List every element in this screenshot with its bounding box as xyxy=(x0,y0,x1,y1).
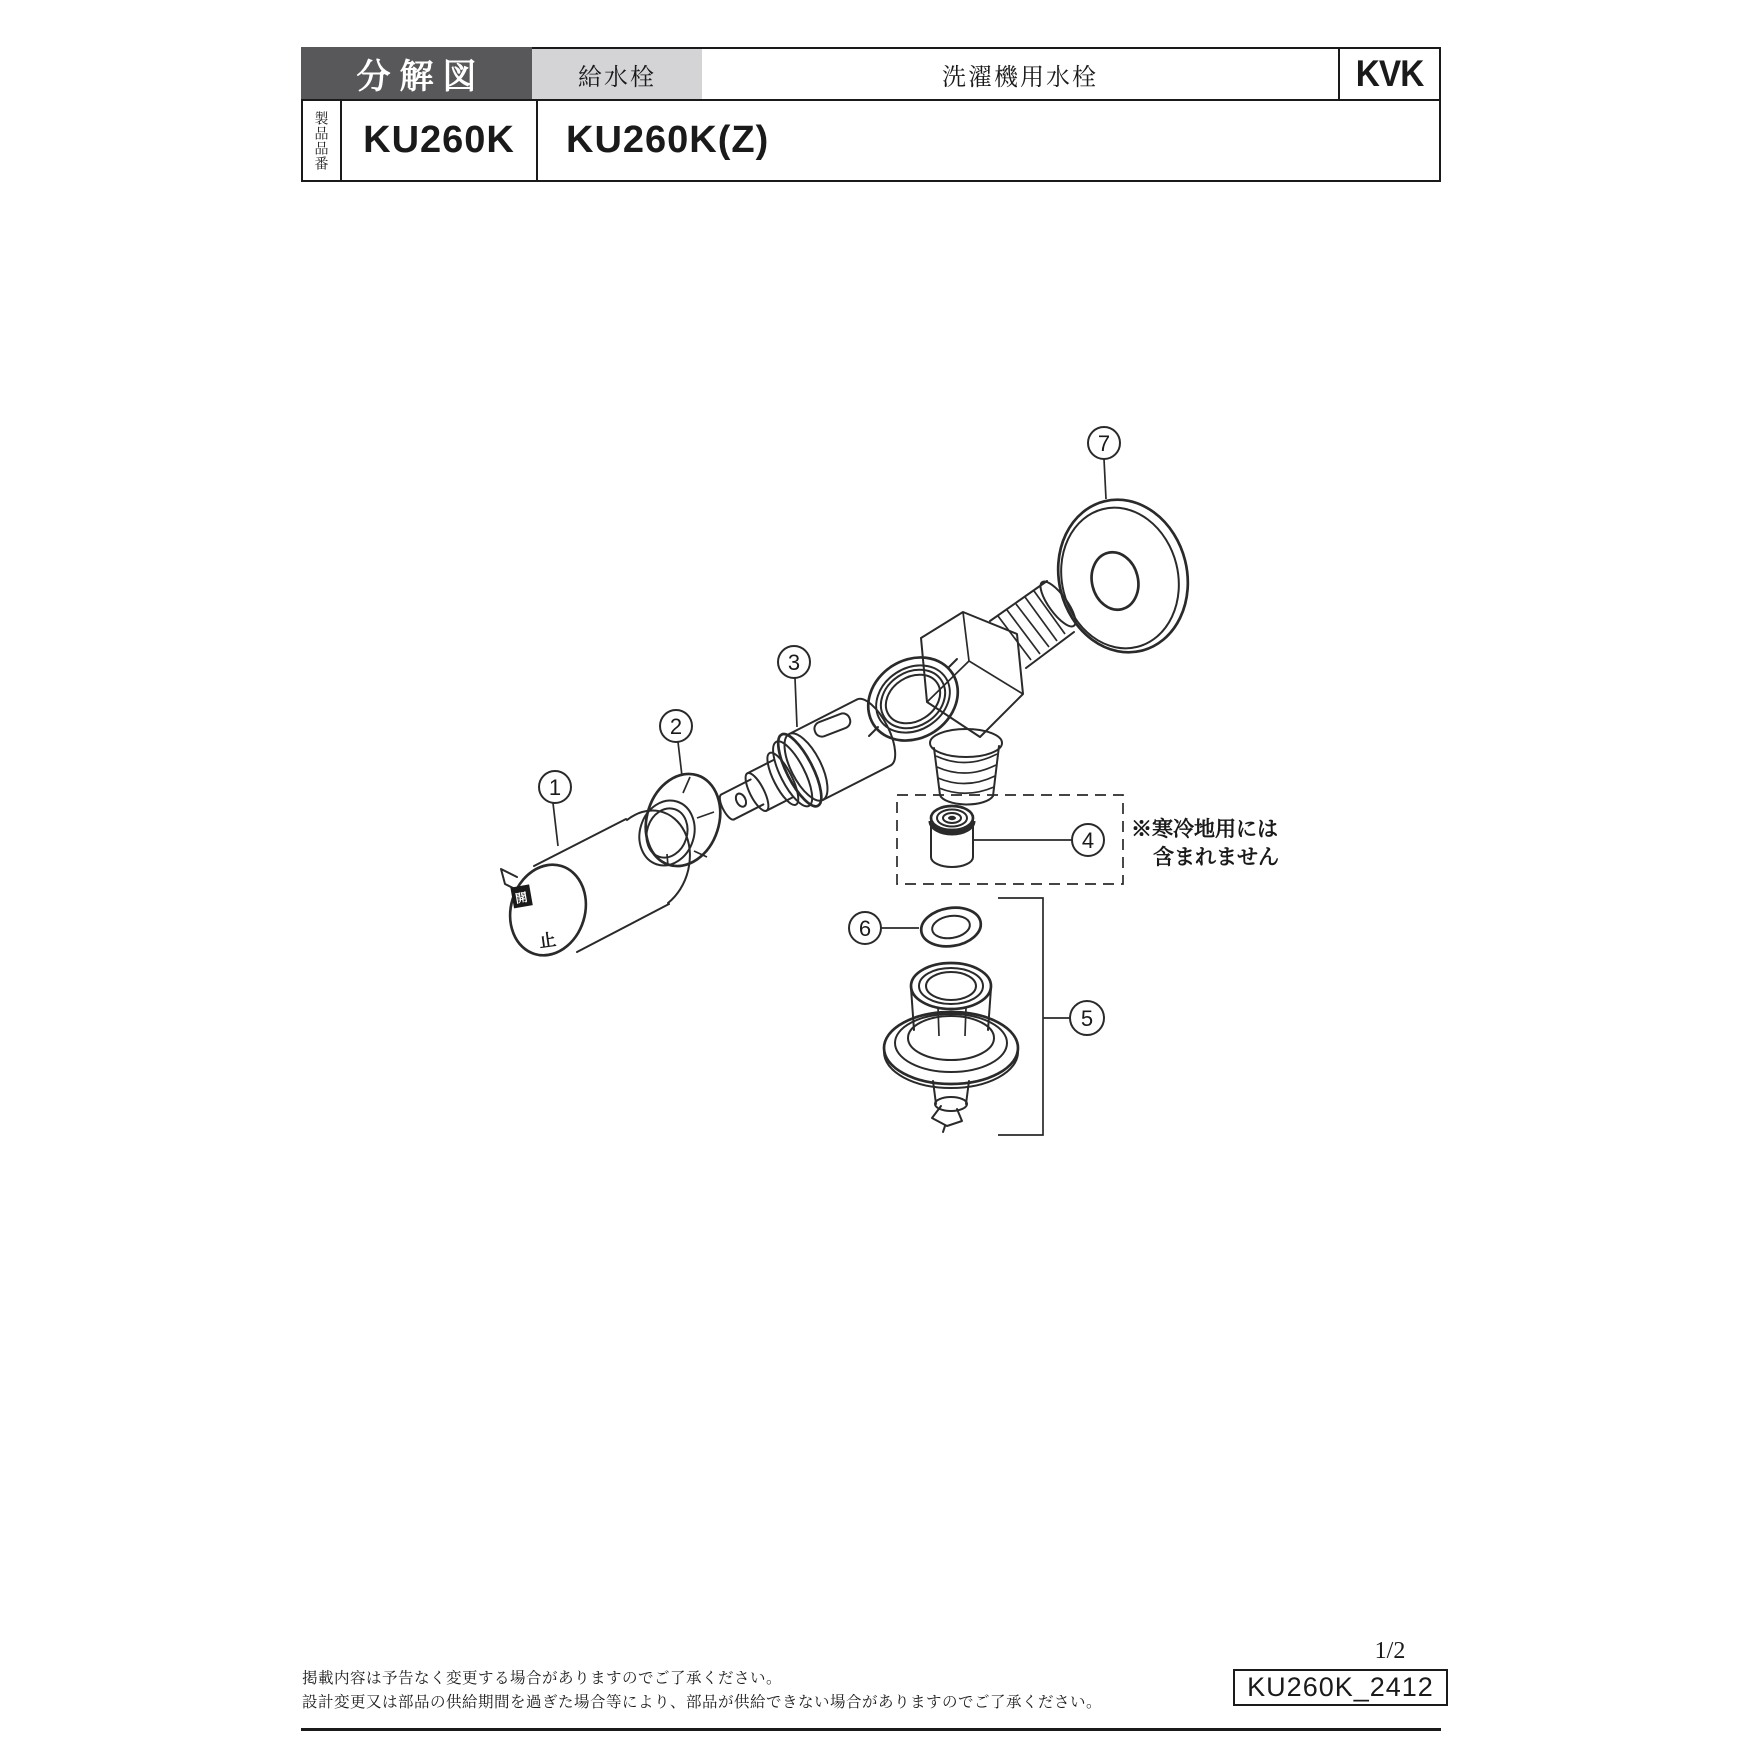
note-line2: 含まれません xyxy=(1153,846,1279,869)
page-number: 1/2 xyxy=(1374,1638,1406,1664)
doc-id: KU260K_2412 xyxy=(1247,1672,1434,1702)
handle-stop-mark: 止 xyxy=(537,929,558,952)
valve-body xyxy=(852,577,1081,805)
kvk-logo-text: KVK xyxy=(1355,53,1424,94)
disclaimer-line2: 設計変更又は部品の供給期間を過ぎた場合等により、部品が供給できない場合がありますのでご了承ください。 xyxy=(302,1694,1103,1711)
category-label: 給水栓 xyxy=(578,63,656,91)
part-number-label: 製品品番 xyxy=(313,110,330,171)
doc-type-label: 分解図 xyxy=(356,57,486,96)
callout-7 xyxy=(1088,427,1120,499)
part-number-variant-value: KU260K(Z) xyxy=(566,119,770,161)
callout-6 xyxy=(849,912,919,944)
disclaimer-line1: 掲載内容は予告なく変更する場合がありますのでご了承ください。 xyxy=(302,1670,783,1687)
callout-1 xyxy=(539,771,571,846)
part-4-plug xyxy=(931,806,973,867)
doc-id-box xyxy=(1233,1669,1448,1706)
callout-3 xyxy=(778,646,810,727)
product-name-label: 洗濯機用水栓 xyxy=(942,63,1098,91)
callout-6-number: 6 xyxy=(858,916,872,941)
callout-4-number: 4 xyxy=(1081,828,1095,853)
callout-7-number: 7 xyxy=(1097,431,1111,456)
part-3-cartridge xyxy=(705,690,905,845)
callout-3-number: 3 xyxy=(787,650,801,675)
callout-2-number: 2 xyxy=(669,714,683,739)
part-5-hose-fitting xyxy=(884,963,1018,1132)
callout-1-number: 1 xyxy=(548,775,562,800)
callout-5 xyxy=(998,898,1104,1135)
part-2-nut xyxy=(631,764,732,876)
part-1-handle xyxy=(499,811,690,965)
callout-5-number: 5 xyxy=(1080,1006,1094,1031)
handle-open-mark: 開 xyxy=(514,890,529,906)
part-6-washer xyxy=(918,904,983,951)
part-7-escutcheon xyxy=(1042,486,1203,666)
note-line1: ※寒冷地用には xyxy=(1131,818,1278,841)
callout-4 xyxy=(974,824,1104,856)
bottom-rule xyxy=(301,1728,1441,1731)
callout-2 xyxy=(660,710,692,776)
part-number-value: KU260K xyxy=(363,119,515,161)
